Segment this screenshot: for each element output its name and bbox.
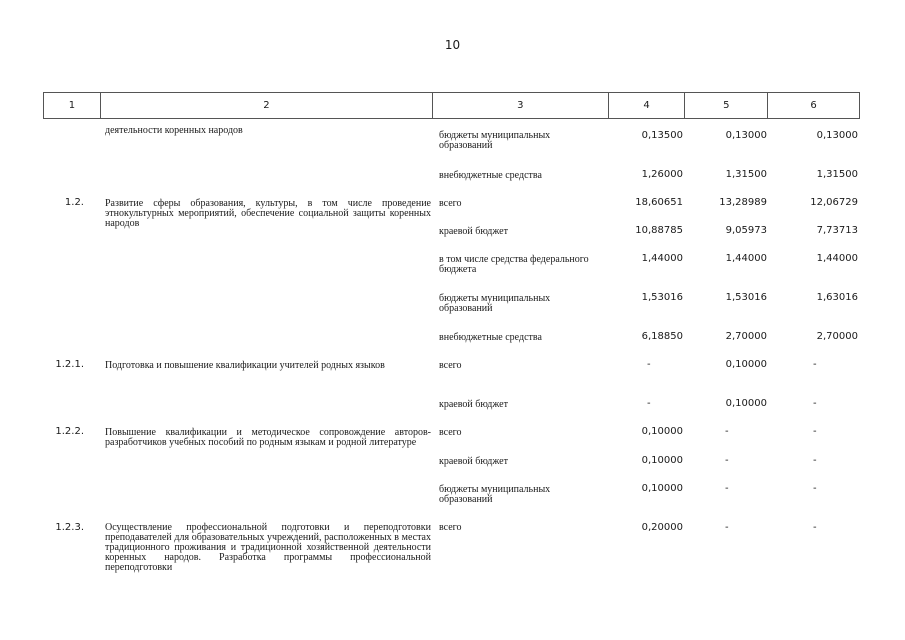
row-value-5: 9,05973 xyxy=(725,225,767,236)
row-source: бюджеты муниципальных образований xyxy=(439,130,551,151)
row-value-6: - xyxy=(813,359,817,370)
row-name: деятельности коренных народов xyxy=(105,125,243,136)
row-value-4: 6,18850 xyxy=(641,331,683,342)
row-number: 1.2.3. xyxy=(55,522,84,533)
row-value-5: - xyxy=(725,522,729,533)
row-value-6: - xyxy=(813,483,817,494)
row-value-6: 1,63016 xyxy=(816,292,858,303)
row-number: 1.2.1. xyxy=(55,359,84,370)
row-value-4: 0,10000 xyxy=(641,455,683,466)
header-col-3: 3 xyxy=(433,93,609,118)
row-value-6: - xyxy=(813,398,817,409)
row-source: в том числе средства федерального бюджета xyxy=(439,254,589,275)
row-value-4: 1,26000 xyxy=(641,169,683,180)
row-number: 1.2.2. xyxy=(55,426,84,437)
row-value-6: 2,70000 xyxy=(816,331,858,342)
row-value-6: 1,44000 xyxy=(816,253,858,264)
row-value-4: 0,10000 xyxy=(641,426,683,437)
row-value-4: - xyxy=(647,398,651,409)
row-source: всего xyxy=(439,427,462,438)
header-col-2: 2 xyxy=(101,93,433,118)
row-value-5: 0,10000 xyxy=(725,398,767,409)
row-value-5: 1,31500 xyxy=(725,169,767,180)
row-source: всего xyxy=(439,198,462,209)
row-value-4: 0,13500 xyxy=(641,130,683,141)
row-value-5: 0,10000 xyxy=(725,359,767,370)
row-name: Развитие сферы образования, культуры, в том числе проведение этнокультурных мероприятий, обеспечение социальной защиты коренных народов xyxy=(105,198,431,229)
table-body xyxy=(0,121,905,640)
row-source: краевой бюджет xyxy=(439,456,508,467)
row-value-6: 12,06729 xyxy=(810,197,858,208)
row-number: 1.2. xyxy=(64,197,84,208)
row-value-5: - xyxy=(725,426,729,437)
row-value-6: 1,31500 xyxy=(816,169,858,180)
row-source: бюджеты муниципальных образований xyxy=(439,293,551,314)
row-value-6: 7,73713 xyxy=(816,225,858,236)
row-value-4: - xyxy=(647,359,651,370)
row-source: краевой бюджет xyxy=(439,226,508,237)
row-source: бюджеты муниципальных образований xyxy=(439,484,551,505)
header-col-1: 1 xyxy=(44,93,101,118)
row-value-4: 10,88785 xyxy=(635,225,683,236)
row-value-5: 1,53016 xyxy=(725,292,767,303)
row-value-5: 13,28989 xyxy=(719,197,767,208)
header-col-4: 4 xyxy=(609,93,686,118)
row-value-4: 18,60651 xyxy=(635,197,683,208)
table-header xyxy=(43,92,860,119)
row-value-5: - xyxy=(725,483,729,494)
row-name: Подготовка и повышение квалификации учителей родных языков xyxy=(105,360,385,371)
header-col-5: 5 xyxy=(685,93,768,118)
row-source: всего xyxy=(439,360,462,371)
row-source: краевой бюджет xyxy=(439,399,508,410)
row-value-5: 1,44000 xyxy=(725,253,767,264)
row-value-6: - xyxy=(813,426,817,437)
row-value-5: 2,70000 xyxy=(725,331,767,342)
row-source: внебюджетные средства xyxy=(439,332,542,343)
header-col-6: 6 xyxy=(810,100,817,111)
row-name: Осуществление профессиональной подготовки и переподготовки преподавателей для образовательных учреждений, расположенных в местах традиционного проживания и традиционной хозяйственной деятельности коренных народов. Разработка программы профессиональной переподготовки xyxy=(105,522,431,573)
page-number: 10 xyxy=(444,38,461,52)
row-value-4: 1,44000 xyxy=(641,253,683,264)
row-source: внебюджетные средства xyxy=(439,170,542,181)
row-value-4: 0,20000 xyxy=(641,522,683,533)
row-name: Повышение квалификации и методическое сопровождение авторов-разработчиков учебных пособий по родным языкам и родной литературе xyxy=(105,427,431,448)
row-value-6: - xyxy=(813,522,817,533)
row-value-4: 1,53016 xyxy=(641,292,683,303)
row-value-6: 0,13000 xyxy=(816,130,858,141)
row-source: всего xyxy=(439,522,462,533)
row-value-5: - xyxy=(725,455,729,466)
row-value-6: - xyxy=(813,455,817,466)
row-value-5: 0,13000 xyxy=(725,130,767,141)
row-value-4: 0,10000 xyxy=(641,483,683,494)
